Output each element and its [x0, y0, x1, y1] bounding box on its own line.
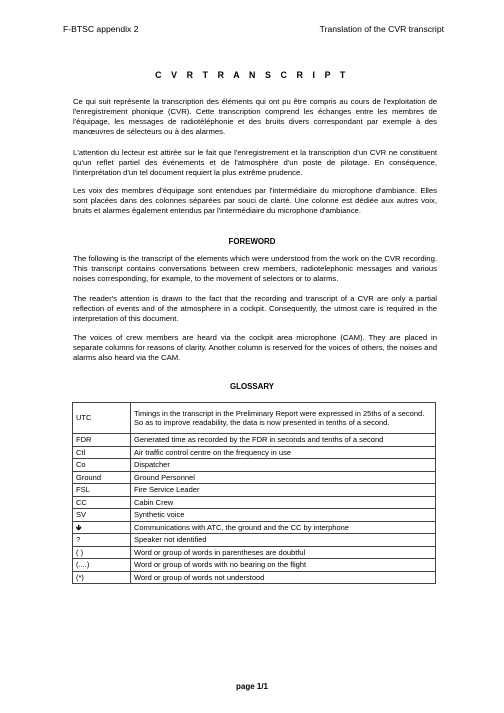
glossary-term: ( ) [73, 546, 131, 559]
glossary-row [73, 509, 436, 522]
glossary-definition: Ground Personnel [131, 471, 436, 484]
glossary-term: ? [73, 534, 131, 547]
down-arrow-icon: 🡻 [73, 521, 131, 534]
glossary-definition: Timings in the transcript in the Preliminary Report were expressed in 25ths of a second. So as to improve readability, the data is now presented in tenths of a second. [131, 403, 436, 434]
glossary-row [73, 434, 436, 447]
header-right: Translation of the CVR transcript [319, 24, 444, 34]
glossary-term: Ground [73, 471, 131, 484]
glossary-definition: Synthetic voice [131, 509, 436, 522]
glossary-term: SV [73, 509, 131, 522]
glossary-row [73, 471, 436, 484]
glossary-heading: GLOSSARY [230, 382, 274, 391]
glossary-definition: Word or group of words in parentheses are doubtful [131, 546, 436, 559]
glossary-definition: Word or group of words not understood [131, 571, 436, 584]
foreword-heading: FOREWORD [228, 237, 276, 246]
page-header [63, 24, 444, 34]
glossary-definition: Cabin Crew [131, 496, 436, 509]
foreword-paragraph-2: The reader's attention is drawn to the fact that the recording and transcript of a CVR are only a partial reflection of events and of the atmosphere in a cockpit. Consequently, the utmost care is required in the interpretation of this document. [73, 294, 437, 323]
french-paragraph-2: L'attention du lecteur est attirée sur le fait que l'enregistrement et la transcription d'un CVR ne constituent qu'un reflet partiel des événements et de l'atmosphère d'un poste de pilotage. En conséquence, l'interprétation d'un tel document requiert la plus extrême prudence. [73, 148, 437, 177]
glossary-definition: Air traffic control centre on the frequency in use [131, 446, 436, 459]
header-left: F-BTSC appendix 2 [63, 24, 139, 34]
document-title: C V R T R A N S C R I P T [155, 70, 349, 80]
glossary-row [73, 534, 436, 547]
french-paragraph-3: Les voix des membres d'équipage sont entendues par l'intermédiaire du microphone d'ambiance. Elles sont placées dans des colonnes séparées par souci de clarté. Une colonne est dédiée aux autres voix, bruits et alarmes également entendus par l'intermédiaire du microphone d'ambiance. [73, 186, 437, 215]
glossary-term: UTC [73, 403, 131, 434]
glossary-row [73, 496, 436, 509]
glossary-row [73, 546, 436, 559]
page-number: page 1/1 [235, 682, 268, 691]
glossary-row [73, 559, 436, 572]
glossary-term: Co [73, 459, 131, 472]
glossary-row [73, 521, 436, 534]
foreword-paragraph-3: The voices of crew members are heard via the cockpit area microphone (CAM). They are placed in separate columns for reasons of clarity. Another column is reserved for the voices of others, the noises and alarms also heard via the CAM. [73, 333, 437, 362]
glossary-definition: Word or group of words with no bearing on the flight [131, 559, 436, 572]
glossary-definition: Speaker not identified [131, 534, 436, 547]
glossary-term: FSL [73, 484, 131, 497]
glossary-term: FDR [73, 434, 131, 447]
glossary-definition: Generated time as recorded by the FDR in seconds and tenths of a second [131, 434, 436, 447]
glossary-row [73, 446, 436, 459]
glossary-row [73, 459, 436, 472]
glossary-term: (*) [73, 571, 131, 584]
glossary-table [72, 402, 436, 584]
glossary-definition: Dispatcher [131, 459, 436, 472]
french-paragraph-1: Ce qui suit représente la transcription des éléments qui ont pu être compris au cours de l'exploitation de l'enregistrement phonique (CVR). Cette transcription comprend les échanges entre les membres de l'équipage, les messages de radiotéléphonie et des bruits divers correspondant par exemple à des manœuvres de sélecteurs ou à des alarmes. [73, 97, 437, 136]
glossary-term: (....) [73, 559, 131, 572]
glossary-definition: Fire Service Leader [131, 484, 436, 497]
glossary-row [73, 484, 436, 497]
glossary-row [73, 571, 436, 584]
glossary-term: Ctl [73, 446, 131, 459]
foreword-paragraph-1: The following is the transcript of the elements which were understood from the work on the CVR recording. This transcript contains conversations between crew members, radiotelephonic messages and various noises corresponding, for example, to the movement of selectors or to alarms. [73, 254, 437, 283]
glossary-definition: Communications with ATC, the ground and the CC by interphone [131, 521, 436, 534]
glossary-term: CC [73, 496, 131, 509]
glossary-row [73, 403, 436, 434]
